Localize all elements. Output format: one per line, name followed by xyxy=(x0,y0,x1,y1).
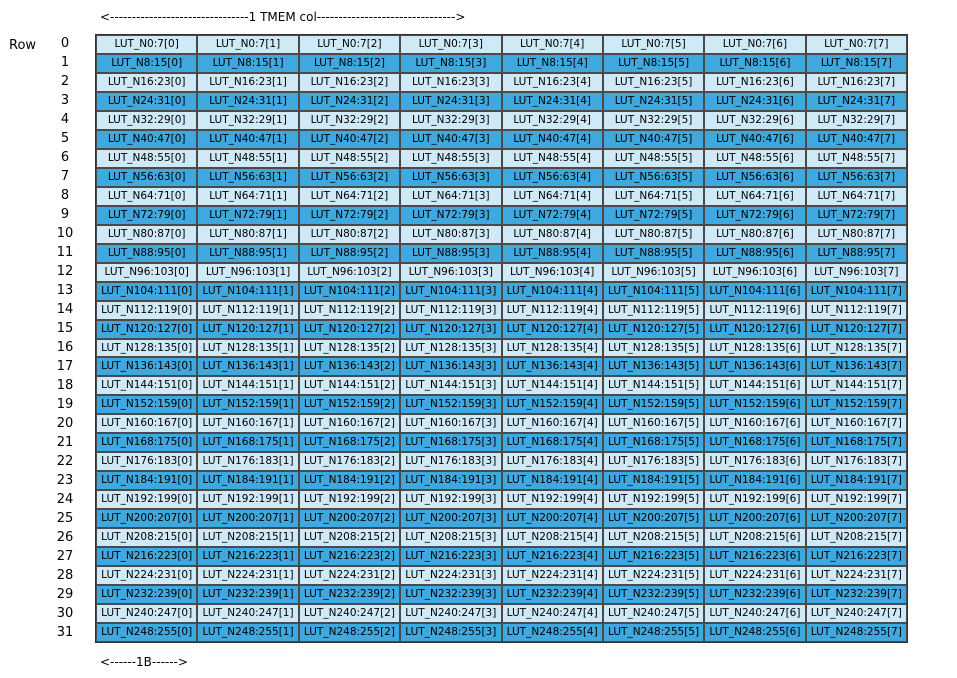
lut-cell: LUT_N192:199[0] xyxy=(96,490,197,509)
row-number: 19 xyxy=(56,397,74,413)
lut-cell: LUT_N0:7[1] xyxy=(197,35,298,54)
lut-cell: LUT_N176:183[3] xyxy=(400,452,501,471)
lut-cell: LUT_N128:135[3] xyxy=(400,339,501,358)
lut-cell: LUT_N168:175[1] xyxy=(197,433,298,452)
lut-cell: LUT_N192:199[2] xyxy=(299,490,400,509)
lut-cell: LUT_N96:103[6] xyxy=(704,263,805,282)
lut-cell: LUT_N192:199[4] xyxy=(502,490,603,509)
row-number: 6 xyxy=(60,150,70,166)
lut-memory-grid xyxy=(95,34,908,643)
lut-cell: LUT_N88:95[7] xyxy=(806,244,907,263)
lut-cell: LUT_N176:183[2] xyxy=(299,452,400,471)
lut-cell: LUT_N88:95[0] xyxy=(96,244,197,263)
lut-cell: LUT_N160:167[4] xyxy=(502,414,603,433)
lut-cell: LUT_N96:103[7] xyxy=(806,263,907,282)
lut-cell: LUT_N248:255[7] xyxy=(806,623,907,642)
lut-cell: LUT_N216:223[5] xyxy=(603,547,704,566)
row-number: 21 xyxy=(56,435,74,451)
lut-cell: LUT_N136:143[4] xyxy=(502,357,603,376)
lut-cell: LUT_N144:151[0] xyxy=(96,376,197,395)
lut-cell: LUT_N152:159[2] xyxy=(299,395,400,414)
lut-cell: LUT_N80:87[6] xyxy=(704,225,805,244)
lut-cell: LUT_N232:239[4] xyxy=(502,585,603,604)
lut-cell: LUT_N64:71[3] xyxy=(400,187,501,206)
lut-cell: LUT_N192:199[7] xyxy=(806,490,907,509)
lut-cell: LUT_N168:175[0] xyxy=(96,433,197,452)
lut-cell: LUT_N176:183[1] xyxy=(197,452,298,471)
lut-cell: LUT_N136:143[3] xyxy=(400,357,501,376)
lut-cell: LUT_N112:119[0] xyxy=(96,301,197,320)
lut-cell: LUT_N168:175[3] xyxy=(400,433,501,452)
lut-cell: LUT_N248:255[2] xyxy=(299,623,400,642)
lut-cell: LUT_N96:103[5] xyxy=(603,263,704,282)
lut-cell: LUT_N72:79[7] xyxy=(806,206,907,225)
lut-cell: LUT_N112:119[6] xyxy=(704,301,805,320)
lut-cell: LUT_N160:167[3] xyxy=(400,414,501,433)
lut-cell: LUT_N40:47[2] xyxy=(299,130,400,149)
row-number: 20 xyxy=(56,416,74,432)
lut-cell: LUT_N8:15[5] xyxy=(603,54,704,73)
lut-cell: LUT_N192:199[5] xyxy=(603,490,704,509)
lut-cell: LUT_N72:79[4] xyxy=(502,206,603,225)
lut-cell: LUT_N64:71[5] xyxy=(603,187,704,206)
lut-cell: LUT_N216:223[2] xyxy=(299,547,400,566)
lut-cell: LUT_N224:231[3] xyxy=(400,566,501,585)
lut-cell: LUT_N176:183[6] xyxy=(704,452,805,471)
lut-cell: LUT_N136:143[6] xyxy=(704,357,805,376)
lut-cell: LUT_N120:127[0] xyxy=(96,320,197,339)
lut-cell: LUT_N112:119[7] xyxy=(806,301,907,320)
lut-cell: LUT_N248:255[4] xyxy=(502,623,603,642)
lut-cell: LUT_N224:231[6] xyxy=(704,566,805,585)
tmem-col-width-arrow: <--------------------------------1 TMEM col--------------------------------> xyxy=(100,10,466,24)
row-number: 12 xyxy=(56,264,74,280)
lut-cell: LUT_N120:127[3] xyxy=(400,320,501,339)
lut-cell: LUT_N80:87[1] xyxy=(197,225,298,244)
lut-cell: LUT_N224:231[2] xyxy=(299,566,400,585)
lut-cell: LUT_N216:223[0] xyxy=(96,547,197,566)
lut-cell: LUT_N144:151[2] xyxy=(299,376,400,395)
lut-cell: LUT_N216:223[1] xyxy=(197,547,298,566)
lut-cell: LUT_N24:31[2] xyxy=(299,92,400,111)
lut-cell: LUT_N88:95[3] xyxy=(400,244,501,263)
lut-cell: LUT_N32:29[4] xyxy=(502,111,603,130)
lut-cell: LUT_N56:63[2] xyxy=(299,168,400,187)
lut-cell: LUT_N224:231[5] xyxy=(603,566,704,585)
lut-cell: LUT_N8:15[3] xyxy=(400,54,501,73)
lut-cell: LUT_N144:151[4] xyxy=(502,376,603,395)
lut-cell: LUT_N240:247[7] xyxy=(806,604,907,623)
lut-cell: LUT_N176:183[7] xyxy=(806,452,907,471)
lut-cell: LUT_N96:103[3] xyxy=(400,263,501,282)
lut-cell: LUT_N192:199[6] xyxy=(704,490,805,509)
row-number: 13 xyxy=(56,283,74,299)
lut-cell: LUT_N0:7[0] xyxy=(96,35,197,54)
lut-cell: LUT_N80:87[3] xyxy=(400,225,501,244)
lut-cell: LUT_N48:55[4] xyxy=(502,149,603,168)
lut-cell: LUT_N232:239[3] xyxy=(400,585,501,604)
lut-cell: LUT_N128:135[1] xyxy=(197,339,298,358)
lut-cell: LUT_N40:47[5] xyxy=(603,130,704,149)
lut-cell: LUT_N136:143[7] xyxy=(806,357,907,376)
lut-cell: LUT_N48:55[6] xyxy=(704,149,805,168)
lut-cell: LUT_N144:151[5] xyxy=(603,376,704,395)
lut-cell: LUT_N128:135[4] xyxy=(502,339,603,358)
lut-cell: LUT_N184:191[5] xyxy=(603,471,704,490)
lut-cell: LUT_N128:135[5] xyxy=(603,339,704,358)
lut-cell: LUT_N240:247[6] xyxy=(704,604,805,623)
lut-cell: LUT_N112:119[1] xyxy=(197,301,298,320)
lut-cell: LUT_N80:87[5] xyxy=(603,225,704,244)
lut-cell: LUT_N152:159[4] xyxy=(502,395,603,414)
lut-cell: LUT_N40:47[0] xyxy=(96,130,197,149)
lut-cell: LUT_N120:127[6] xyxy=(704,320,805,339)
lut-cell: LUT_N88:95[5] xyxy=(603,244,704,263)
lut-cell: LUT_N104:111[3] xyxy=(400,282,501,301)
lut-cell: LUT_N184:191[7] xyxy=(806,471,907,490)
lut-cell: LUT_N8:15[6] xyxy=(704,54,805,73)
lut-cell: LUT_N232:239[5] xyxy=(603,585,704,604)
lut-cell: LUT_N152:159[5] xyxy=(603,395,704,414)
lut-cell: LUT_N32:29[6] xyxy=(704,111,805,130)
lut-cell: LUT_N184:191[6] xyxy=(704,471,805,490)
lut-cell: LUT_N176:183[0] xyxy=(96,452,197,471)
lut-cell: LUT_N184:191[1] xyxy=(197,471,298,490)
row-number: 3 xyxy=(60,93,70,109)
row-number: 18 xyxy=(56,378,74,394)
lut-cell: LUT_N104:111[0] xyxy=(96,282,197,301)
row-number: 11 xyxy=(56,245,74,261)
lut-cell: LUT_N40:47[3] xyxy=(400,130,501,149)
row-number: 31 xyxy=(56,625,74,641)
lut-cell: LUT_N184:191[2] xyxy=(299,471,400,490)
lut-cell: LUT_N16:23[6] xyxy=(704,73,805,92)
lut-cell: LUT_N136:143[1] xyxy=(197,357,298,376)
row-number: 24 xyxy=(56,492,74,508)
lut-cell: LUT_N200:207[6] xyxy=(704,509,805,528)
lut-cell: LUT_N232:239[1] xyxy=(197,585,298,604)
lut-cell: LUT_N200:207[0] xyxy=(96,509,197,528)
lut-cell: LUT_N24:31[5] xyxy=(603,92,704,111)
lut-cell: LUT_N136:143[0] xyxy=(96,357,197,376)
lut-cell: LUT_N104:111[7] xyxy=(806,282,907,301)
lut-cell: LUT_N240:247[5] xyxy=(603,604,704,623)
lut-cell: LUT_N72:79[1] xyxy=(197,206,298,225)
lut-cell: LUT_N168:175[4] xyxy=(502,433,603,452)
lut-cell: LUT_N40:47[6] xyxy=(704,130,805,149)
lut-cell: LUT_N40:47[4] xyxy=(502,130,603,149)
lut-cell: LUT_N200:207[4] xyxy=(502,509,603,528)
lut-cell: LUT_N88:95[1] xyxy=(197,244,298,263)
lut-cell: LUT_N216:223[7] xyxy=(806,547,907,566)
lut-cell: LUT_N64:71[6] xyxy=(704,187,805,206)
lut-cell: LUT_N64:71[4] xyxy=(502,187,603,206)
lut-cell: LUT_N16:23[7] xyxy=(806,73,907,92)
lut-cell: LUT_N72:79[2] xyxy=(299,206,400,225)
lut-cell: LUT_N152:159[7] xyxy=(806,395,907,414)
lut-cell: LUT_N160:167[0] xyxy=(96,414,197,433)
lut-cell: LUT_N48:55[2] xyxy=(299,149,400,168)
lut-cell: LUT_N208:215[5] xyxy=(603,528,704,547)
lut-cell: LUT_N24:31[3] xyxy=(400,92,501,111)
lut-cell: LUT_N200:207[1] xyxy=(197,509,298,528)
lut-cell: LUT_N160:167[2] xyxy=(299,414,400,433)
lut-cell: LUT_N184:191[0] xyxy=(96,471,197,490)
lut-cell: LUT_N120:127[1] xyxy=(197,320,298,339)
lut-cell: LUT_N88:95[4] xyxy=(502,244,603,263)
row-number: 23 xyxy=(56,473,74,489)
lut-cell: LUT_N56:63[6] xyxy=(704,168,805,187)
row-number: 0 xyxy=(60,36,70,51)
lut-cell: LUT_N208:215[3] xyxy=(400,528,501,547)
lut-cell: LUT_N16:23[0] xyxy=(96,73,197,92)
lut-cell: LUT_N232:239[2] xyxy=(299,585,400,604)
lut-cell: LUT_N240:247[4] xyxy=(502,604,603,623)
lut-cell: LUT_N128:135[0] xyxy=(96,339,197,358)
lut-cell: LUT_N8:15[7] xyxy=(806,54,907,73)
lut-cell: LUT_N0:7[4] xyxy=(502,35,603,54)
row-number-column xyxy=(50,34,80,643)
lut-cell: LUT_N120:127[2] xyxy=(299,320,400,339)
lut-cell: LUT_N160:167[7] xyxy=(806,414,907,433)
lut-cell: LUT_N32:29[1] xyxy=(197,111,298,130)
lut-cell: LUT_N112:119[4] xyxy=(502,301,603,320)
lut-cell: LUT_N104:111[4] xyxy=(502,282,603,301)
lut-cell: LUT_N144:151[1] xyxy=(197,376,298,395)
row-number: 16 xyxy=(56,340,74,356)
row-number: 30 xyxy=(56,606,74,622)
row-number: 5 xyxy=(60,131,70,147)
lut-cell: LUT_N144:151[6] xyxy=(704,376,805,395)
lut-cell: LUT_N24:31[0] xyxy=(96,92,197,111)
row-number: 15 xyxy=(56,321,74,337)
lut-cell: LUT_N32:29[2] xyxy=(299,111,400,130)
lut-cell: LUT_N16:23[2] xyxy=(299,73,400,92)
lut-cell: LUT_N80:87[7] xyxy=(806,225,907,244)
lut-cell: LUT_N32:29[0] xyxy=(96,111,197,130)
lut-cell: LUT_N8:15[0] xyxy=(96,54,197,73)
lut-cell: LUT_N48:55[3] xyxy=(400,149,501,168)
lut-cell: LUT_N112:119[2] xyxy=(299,301,400,320)
lut-cell: LUT_N200:207[5] xyxy=(603,509,704,528)
lut-cell: LUT_N240:247[1] xyxy=(197,604,298,623)
lut-cell: LUT_N48:55[0] xyxy=(96,149,197,168)
lut-cell: LUT_N104:111[2] xyxy=(299,282,400,301)
row-number: 2 xyxy=(60,74,70,90)
lut-cell: LUT_N160:167[1] xyxy=(197,414,298,433)
lut-cell: LUT_N152:159[1] xyxy=(197,395,298,414)
lut-cell: LUT_N224:231[0] xyxy=(96,566,197,585)
lut-cell: LUT_N248:255[6] xyxy=(704,623,805,642)
lut-cell: LUT_N24:31[1] xyxy=(197,92,298,111)
lut-cell: LUT_N232:239[0] xyxy=(96,585,197,604)
lut-cell: LUT_N208:215[7] xyxy=(806,528,907,547)
lut-cell: LUT_N240:247[3] xyxy=(400,604,501,623)
row-number: 29 xyxy=(56,587,74,603)
lut-cell: LUT_N56:63[0] xyxy=(96,168,197,187)
lut-cell: LUT_N248:255[1] xyxy=(197,623,298,642)
lut-cell: LUT_N32:29[5] xyxy=(603,111,704,130)
lut-cell: LUT_N160:167[6] xyxy=(704,414,805,433)
lut-cell: LUT_N160:167[5] xyxy=(603,414,704,433)
lut-cell: LUT_N248:255[5] xyxy=(603,623,704,642)
lut-cell: LUT_N120:127[7] xyxy=(806,320,907,339)
lut-cell: LUT_N72:79[5] xyxy=(603,206,704,225)
lut-cell: LUT_N16:23[5] xyxy=(603,73,704,92)
row-number: 1 xyxy=(60,55,70,71)
lut-cell: LUT_N88:95[6] xyxy=(704,244,805,263)
lut-cell: LUT_N152:159[0] xyxy=(96,395,197,414)
lut-cell: LUT_N184:191[3] xyxy=(400,471,501,490)
lut-cell: LUT_N56:63[3] xyxy=(400,168,501,187)
lut-cell: LUT_N232:239[7] xyxy=(806,585,907,604)
lut-cell: LUT_N80:87[0] xyxy=(96,225,197,244)
lut-cell: LUT_N56:63[5] xyxy=(603,168,704,187)
lut-cell: LUT_N96:103[1] xyxy=(197,263,298,282)
lut-cell: LUT_N168:175[2] xyxy=(299,433,400,452)
lut-cell: LUT_N112:119[3] xyxy=(400,301,501,320)
lut-cell: LUT_N224:231[4] xyxy=(502,566,603,585)
byte-width-arrow: <------1B------> xyxy=(100,655,188,669)
lut-cell: LUT_N112:119[5] xyxy=(603,301,704,320)
lut-cell: LUT_N16:23[1] xyxy=(197,73,298,92)
lut-cell: LUT_N240:247[0] xyxy=(96,604,197,623)
lut-cell: LUT_N72:79[3] xyxy=(400,206,501,225)
row-number: 27 xyxy=(56,549,74,565)
lut-cell: LUT_N104:111[5] xyxy=(603,282,704,301)
lut-cell: LUT_N200:207[7] xyxy=(806,509,907,528)
lut-cell: LUT_N40:47[1] xyxy=(197,130,298,149)
lut-cell: LUT_N224:231[1] xyxy=(197,566,298,585)
lut-cell: LUT_N176:183[4] xyxy=(502,452,603,471)
lut-cell: LUT_N208:215[1] xyxy=(197,528,298,547)
row-axis-label: Row xyxy=(9,38,37,53)
lut-cell: LUT_N64:71[1] xyxy=(197,187,298,206)
lut-cell: LUT_N224:231[7] xyxy=(806,566,907,585)
lut-cell: LUT_N104:111[6] xyxy=(704,282,805,301)
row-number: 26 xyxy=(56,530,74,546)
lut-cell: LUT_N56:63[4] xyxy=(502,168,603,187)
lut-cell: LUT_N128:135[6] xyxy=(704,339,805,358)
lut-cell: LUT_N208:215[4] xyxy=(502,528,603,547)
lut-cell: LUT_N128:135[2] xyxy=(299,339,400,358)
lut-cell: LUT_N96:103[0] xyxy=(96,263,197,282)
lut-cell: LUT_N168:175[7] xyxy=(806,433,907,452)
lut-cell: LUT_N48:55[7] xyxy=(806,149,907,168)
lut-cell: LUT_N168:175[6] xyxy=(704,433,805,452)
lut-cell: LUT_N184:191[4] xyxy=(502,471,603,490)
lut-cell: LUT_N0:7[7] xyxy=(806,35,907,54)
row-number: 25 xyxy=(56,511,74,527)
lut-cell: LUT_N80:87[4] xyxy=(502,225,603,244)
lut-cell: LUT_N120:127[4] xyxy=(502,320,603,339)
lut-cell: LUT_N56:63[7] xyxy=(806,168,907,187)
lut-cell: LUT_N216:223[4] xyxy=(502,547,603,566)
row-number: 17 xyxy=(56,359,74,375)
lut-cell: LUT_N104:111[1] xyxy=(197,282,298,301)
row-number: 7 xyxy=(60,169,70,185)
lut-cell: LUT_N0:7[6] xyxy=(704,35,805,54)
lut-cell: LUT_N192:199[3] xyxy=(400,490,501,509)
lut-cell: LUT_N216:223[3] xyxy=(400,547,501,566)
lut-cell: LUT_N8:15[1] xyxy=(197,54,298,73)
lut-cell: LUT_N64:71[2] xyxy=(299,187,400,206)
lut-cell: LUT_N192:199[1] xyxy=(197,490,298,509)
lut-cell: LUT_N208:215[6] xyxy=(704,528,805,547)
lut-cell: LUT_N136:143[2] xyxy=(299,357,400,376)
row-number: 10 xyxy=(56,226,74,242)
lut-cell: LUT_N248:255[0] xyxy=(96,623,197,642)
lut-cell: LUT_N240:247[2] xyxy=(299,604,400,623)
lut-cell: LUT_N48:55[5] xyxy=(603,149,704,168)
lut-cell: LUT_N80:87[2] xyxy=(299,225,400,244)
lut-cell: LUT_N0:7[5] xyxy=(603,35,704,54)
row-number: 8 xyxy=(60,188,70,204)
lut-cell: LUT_N48:55[1] xyxy=(197,149,298,168)
lut-cell: LUT_N72:79[6] xyxy=(704,206,805,225)
lut-cell: LUT_N56:63[1] xyxy=(197,168,298,187)
row-number: 4 xyxy=(60,112,70,128)
row-number: 9 xyxy=(60,207,70,223)
lut-cell: LUT_N152:159[3] xyxy=(400,395,501,414)
lut-cell: LUT_N96:103[2] xyxy=(299,263,400,282)
lut-cell: LUT_N0:7[3] xyxy=(400,35,501,54)
lut-cell: LUT_N216:223[6] xyxy=(704,547,805,566)
lut-cell: LUT_N24:31[4] xyxy=(502,92,603,111)
row-number: 14 xyxy=(56,302,74,318)
lut-cell: LUT_N88:95[2] xyxy=(299,244,400,263)
lut-cell: LUT_N176:183[5] xyxy=(603,452,704,471)
lut-cell: LUT_N120:127[5] xyxy=(603,320,704,339)
lut-cell: LUT_N0:7[2] xyxy=(299,35,400,54)
row-number: 22 xyxy=(56,454,74,470)
lut-cell: LUT_N32:29[7] xyxy=(806,111,907,130)
lut-cell: LUT_N96:103[4] xyxy=(502,263,603,282)
lut-cell: LUT_N232:239[6] xyxy=(704,585,805,604)
lut-cell: LUT_N16:23[4] xyxy=(502,73,603,92)
lut-cell: LUT_N144:151[7] xyxy=(806,376,907,395)
lut-cell: LUT_N16:23[3] xyxy=(400,73,501,92)
lut-cell: LUT_N32:29[3] xyxy=(400,111,501,130)
lut-cell: LUT_N72:79[0] xyxy=(96,206,197,225)
lut-cell: LUT_N208:215[0] xyxy=(96,528,197,547)
lut-cell: LUT_N8:15[2] xyxy=(299,54,400,73)
lut-cell: LUT_N200:207[2] xyxy=(299,509,400,528)
lut-cell: LUT_N40:47[7] xyxy=(806,130,907,149)
lut-cell: LUT_N144:151[3] xyxy=(400,376,501,395)
lut-cell: LUT_N128:135[7] xyxy=(806,339,907,358)
lut-cell: LUT_N136:143[5] xyxy=(603,357,704,376)
lut-cell: LUT_N200:207[3] xyxy=(400,509,501,528)
lut-cell: LUT_N64:71[7] xyxy=(806,187,907,206)
lut-cell: LUT_N248:255[3] xyxy=(400,623,501,642)
lut-cell: LUT_N152:159[6] xyxy=(704,395,805,414)
lut-cell: LUT_N64:71[0] xyxy=(96,187,197,206)
lut-cell: LUT_N208:215[2] xyxy=(299,528,400,547)
lut-cell: LUT_N24:31[7] xyxy=(806,92,907,111)
lut-cell: LUT_N24:31[6] xyxy=(704,92,805,111)
lut-cell: LUT_N8:15[4] xyxy=(502,54,603,73)
lut-cell: LUT_N168:175[5] xyxy=(603,433,704,452)
row-number: 28 xyxy=(56,568,74,584)
